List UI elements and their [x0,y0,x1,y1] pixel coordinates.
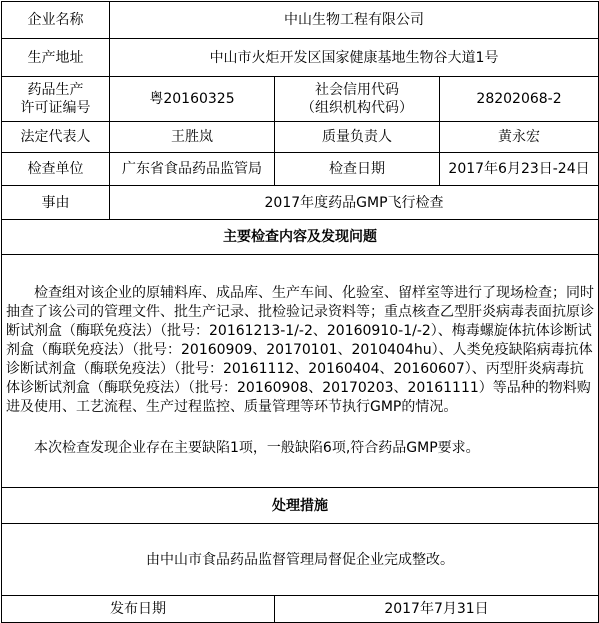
company-label: 企业名称 [2,2,110,39]
address-value: 中山市火炬开发区国家健康基地生物谷大道1号 [110,39,599,77]
main-content-row [2,255,599,488]
measures-heading: 处理措施 [2,488,599,524]
inspection-unit-label: 检查单位 [2,153,110,186]
license-value: 粤20160325 [110,77,275,122]
inspection-conclusion-paragraph: 本次检查发现企业存在主要缺陷1项，一般缺陷6项,符合药品GMP要求。 [34,440,480,456]
measures-content-row [2,524,599,596]
main-section-heading: 主要检查内容及发现问题 [2,220,599,255]
main-content [2,255,599,488]
reason-label: 事由 [2,186,110,220]
credit-code-label: 社会信用代码 （组织机构代码） [275,77,440,122]
representative-value: 王胜岚 [110,122,275,153]
representative-row [2,122,599,153]
company-value: 中山生物工程有限公司 [110,2,599,39]
inspection-findings-paragraph: 检查组对该企业的原辅料库、成品库、生产车间、化验室、留样室等进行了现场检查；同时抽查了该公司的管理文件、批生产记录、批检验记录资料等；重点核查乙型肝炎病毒表面抗原诊断试剂盒（酶联免疫法）（批号：20161213-1/-2、20160910-1/-2）、梅毒螺旋体抗体诊断试剂盒（酶联免疫法）（批号：20160909、20170101、2010404hu）、人类免疫缺陷病毒抗体诊断试剂盒（酶联免疫法）（批号：20161112、20160404、20160607）、丙型肝炎病毒抗体诊断试剂盒（酶联免疫法）（批号：20160908、20170203、20161111）等品种的物料购进及使用、工艺流程、生产过程监控、质量管理等环节执行GMP的情况。 [6,285,594,415]
main-heading-row [2,220,599,255]
license-label: 药品生产 许可证编号 [2,77,110,122]
inspection-date-value: 2017年6月23日-24日 [440,153,599,186]
quality-manager-value: 黄永宏 [440,122,599,153]
measures-heading-row [2,488,599,524]
inspection-row [2,153,599,186]
credit-code-value: 28202068-2 [440,77,599,122]
reason-value: 2017年度药品GMP飞行检查 [110,186,599,220]
address-row [2,39,599,77]
quality-manager-label: 质量负责人 [275,122,440,153]
address-label: 生产地址 [2,39,110,77]
release-date-label: 发布日期 [2,596,275,623]
company-row [2,2,599,39]
inspection-report-table [1,1,599,623]
inspection-date-label: 检查日期 [275,153,440,186]
release-date-value: 2017年7月31日 [275,596,599,623]
reason-row [2,186,599,220]
inspection-unit-value: 广东省食品药品监管局 [110,153,275,186]
representative-label: 法定代表人 [2,122,110,153]
release-row [2,596,599,623]
measures-text: 由中山市食品药品监督管理局督促企业完成整改。 [2,524,599,596]
license-row [2,77,599,122]
